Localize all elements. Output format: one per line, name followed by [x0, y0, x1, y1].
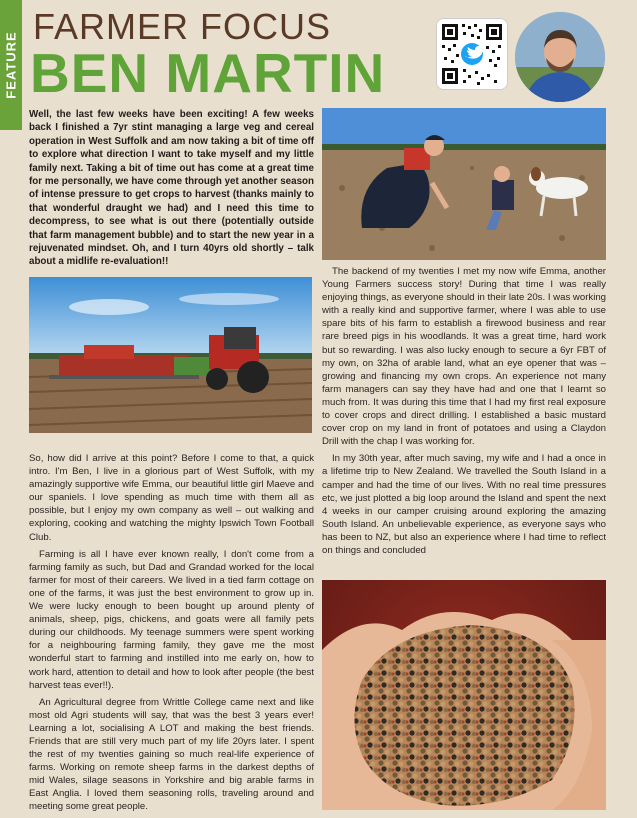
- feature-tab-label: FEATURE: [3, 31, 19, 99]
- author-photo: [515, 12, 605, 102]
- paragraph: An Agricultural degree from Writtle College came next and like most old Agri students will say, that was the best 3 years ever! Learning a lot, socialising A LOT and making the best friends. Friends that are still very much part of my life 20yrs later. I spent the rest of my twenties gaining so much real-life experience of farms. Working on remote sheep farms in the darkest depths of mid Wales, silage seasons in Yorkshire and big arable farms in East Anglia. I loved them seasoning rolls, traveling around and meeting some great people.: [29, 696, 314, 813]
- feature-tab: [0, 0, 22, 130]
- title-ben-martin: BEN MARTIN: [30, 42, 386, 104]
- paragraph: So, how did I arrive at this point? Before I come to that, a quick intro. I'm Ben, I live in a glorious part of West Suffolk, with my amazingly supportive wife Emma, our beautiful little girl Maeve and our spaniels. I love spending as much time with them all as possible, but I enjoy my own company as well – out walking and exploring, cooking and watching the mighty Ipswich Town Football Club.: [29, 453, 314, 543]
- paragraph: The backend of my twenties I met my now wife Emma, another Young Farmers success story! During that time I was really enjoying things, as everyone should in their late 20s. I was working with a really kind and supportive farmer, where I was able to use spare bits of his farm to establish a firewood business and rear rare breed pigs in his woodlands. It was a great time, hard work but so rewarding. I was also lucky enough to secure a 6yr FBT of my own, on 32ha of arable land, what an eye opener that was – growing and financing my own crops. An experience not many farm managers can say they have had and one that I learnt so much from. It was during this time that I had my first real exposure to cover crops and direct drilling. I established a basic mustard cover crop on my land in front of potatoes and using a Claydon Drill with the chap I was working for.: [322, 266, 606, 448]
- paragraph: Farming is all I have ever known really, I don't come from a farming family as such, but Dad and Grandad worked for the local farmer for most of their careers. We lived in a tied farm cottage on one of the farms, it was just the best environment to grow up in. We were lucky enough to been bought up around plenty of animals, sheep, pigs, chickens, and goats were all family pets during our childhoods. My teenage summers were spent working for a neighbouring farming family, they gave me the most wonderful start to farming and instilled into me early on, how to work hard, attention to detail and how to look after people (the best harvest teas ever!!).: [29, 548, 314, 691]
- qr-code-graphic: [437, 19, 507, 89]
- article-left-column: [29, 452, 314, 818]
- seed-mix-in-hand-photo: [322, 580, 606, 810]
- paragraph: In my 30th year, after much saving, my wife and I had a once in a lifetime trip to New Zealand. We travelled the South Island in a camper and had the time of our lives. With no real time pressures etc, we just plotted a big loop around the Island and spent the next 4 weeks in our camper cruising around exploring the amazing South Island. An unbelievable experience, as everyone says who has been to NZ, but also an experience where I had time to reflect on things and concluded: [322, 453, 606, 556]
- title-farmer-focus: FARMER FOCUS: [33, 6, 332, 47]
- intro-paragraph: Well, the last few weeks have been exciting! A few weeks back I finished a 7yr stint managing a large veg and cereal operation in West Suffolk and am now taking a bit of time off to explore what direction I want to take myself and my little family next. Taking a bit of time out has come at a great time for me personally, we have come through yet another season of intense pressure to get crops to harvest (thanks mainly to that wonderful draught we had) and I need this time to decompress, to see what is out there (potentially outside that farm management bubble) and to start the new year in a rejuvenated mindset. Oh, and I turn 40yrs old shortly – talk about a midlife re-evaluation!!: [29, 109, 314, 268]
- qr-code-icon[interactable]: [437, 19, 507, 89]
- father-daughter-field-photo: [322, 108, 606, 260]
- tractor-drilling-photo: [29, 277, 312, 433]
- article-right-column: [322, 265, 606, 561]
